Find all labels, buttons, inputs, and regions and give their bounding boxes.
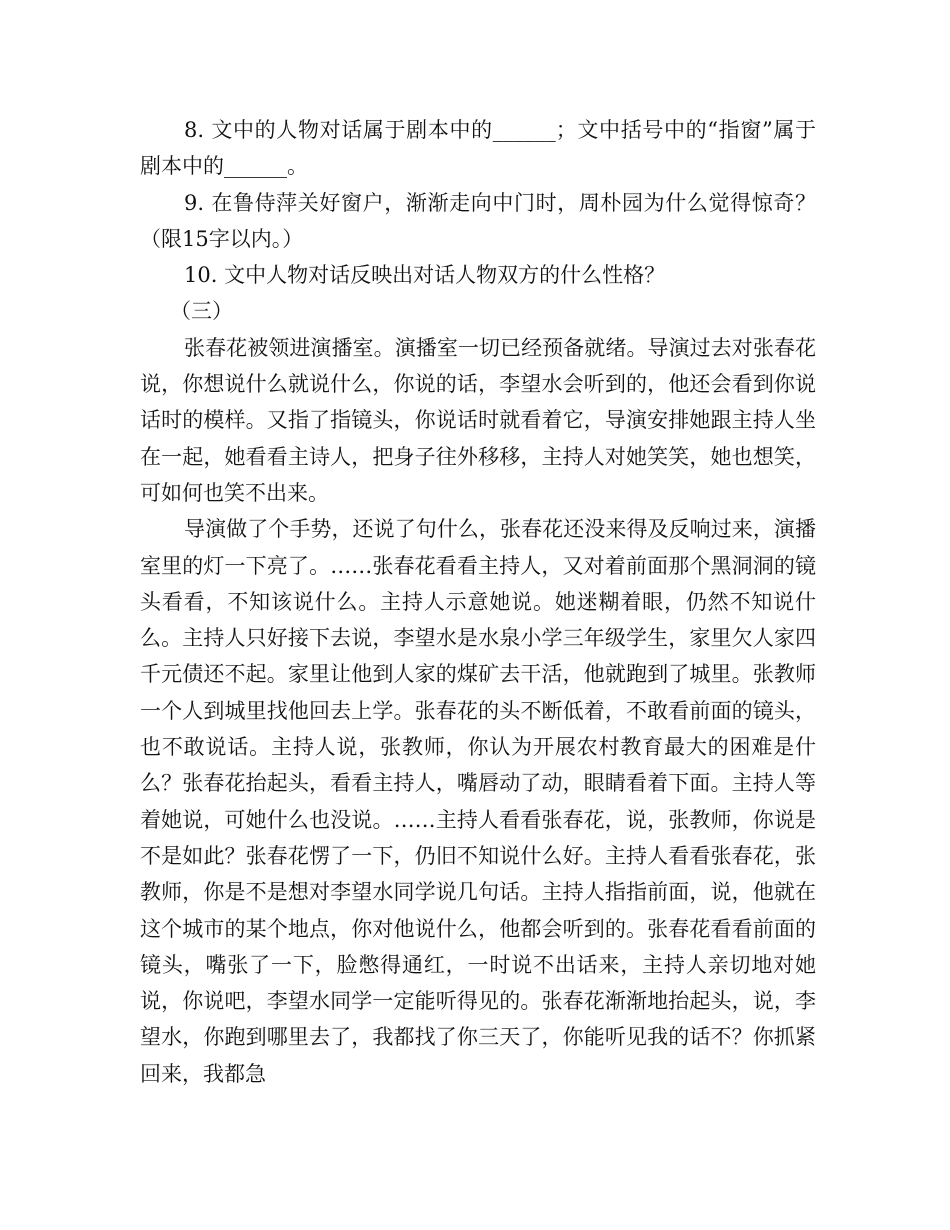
- question-10: 10. 文中人物对话反映出对话人物双方的什么性格？: [184, 263, 666, 288]
- document-page: [140, 112, 816, 1092]
- section-marker: （三）: [170, 299, 233, 324]
- passage-paragraph-1: 张春花被领进演播室。演播室一切已经预备就绪。导演过去对张春花说，你想说什么就说什么，你说的话，李望水会听到的，他还会看到你说话时的模样。又指了指镜头，你说话时就看着它，导演安排她跟主持人坐在一起，她看看主诗人，把身子往外移移，主持人对她笑笑，她也想笑，可如何也笑不出来。: [140, 335, 816, 505]
- question-8: 8. 文中的人物对话属于剧本中的______；文中括号中的“指窗”属于剧本中的______。: [140, 118, 816, 179]
- question-9: 9. 在鲁侍萍关好窗户，渐渐走向中门时，周朴园为什么觉得惊奇？（限15字以内。）: [140, 190, 816, 251]
- passage-paragraph-2: 导演做了个手势，还说了句什么，张春花还没来得及反响过来，演播室里的灯一下亮了。……张春花看看主持人，又对着前面那个黑洞洞的镜头看看，不知该说什么。主持人示意她说。她迷糊着眼，仍然不知说什么。主持人只好接下去说，李望水是水泉小学三年级学生，家里欠人家四千元债还不起。家里让他到人家的煤矿去干活，他就跑到了城里。张教师一个人到城里找他回去上学。张春花的头不断低着，不敢看前面的镜头，也不敢说话。主持人说，张教师，你认为开展农村教育最大的困难是什么？张春花抬起头，看看主持人，嘴唇动了动，眼睛看着下面。主持人等着她说，可她什么也没说。……主持人看看张春花，说，张教师，你说是不是如此？张春花愣了一下，仍旧不知说什么好。主持人看看张春花，张教师，你是不是想对李望水同学说几句话。主持人指指前面，说，他就在这个城市的某个地点，你对他说什么，他都会听到的。张春花看看前面的镜头，嘴张了一下，脸憋得通红，一时说不出话来，主持人亲切地对她说，你说吧，李望水同学一定能听得见的。张春花渐渐地抬起头，说，李望水，你跑到哪里去了，我都找了你三天了，你能听见我的话不？你抓紧回来，我都急: [140, 517, 816, 1086]
